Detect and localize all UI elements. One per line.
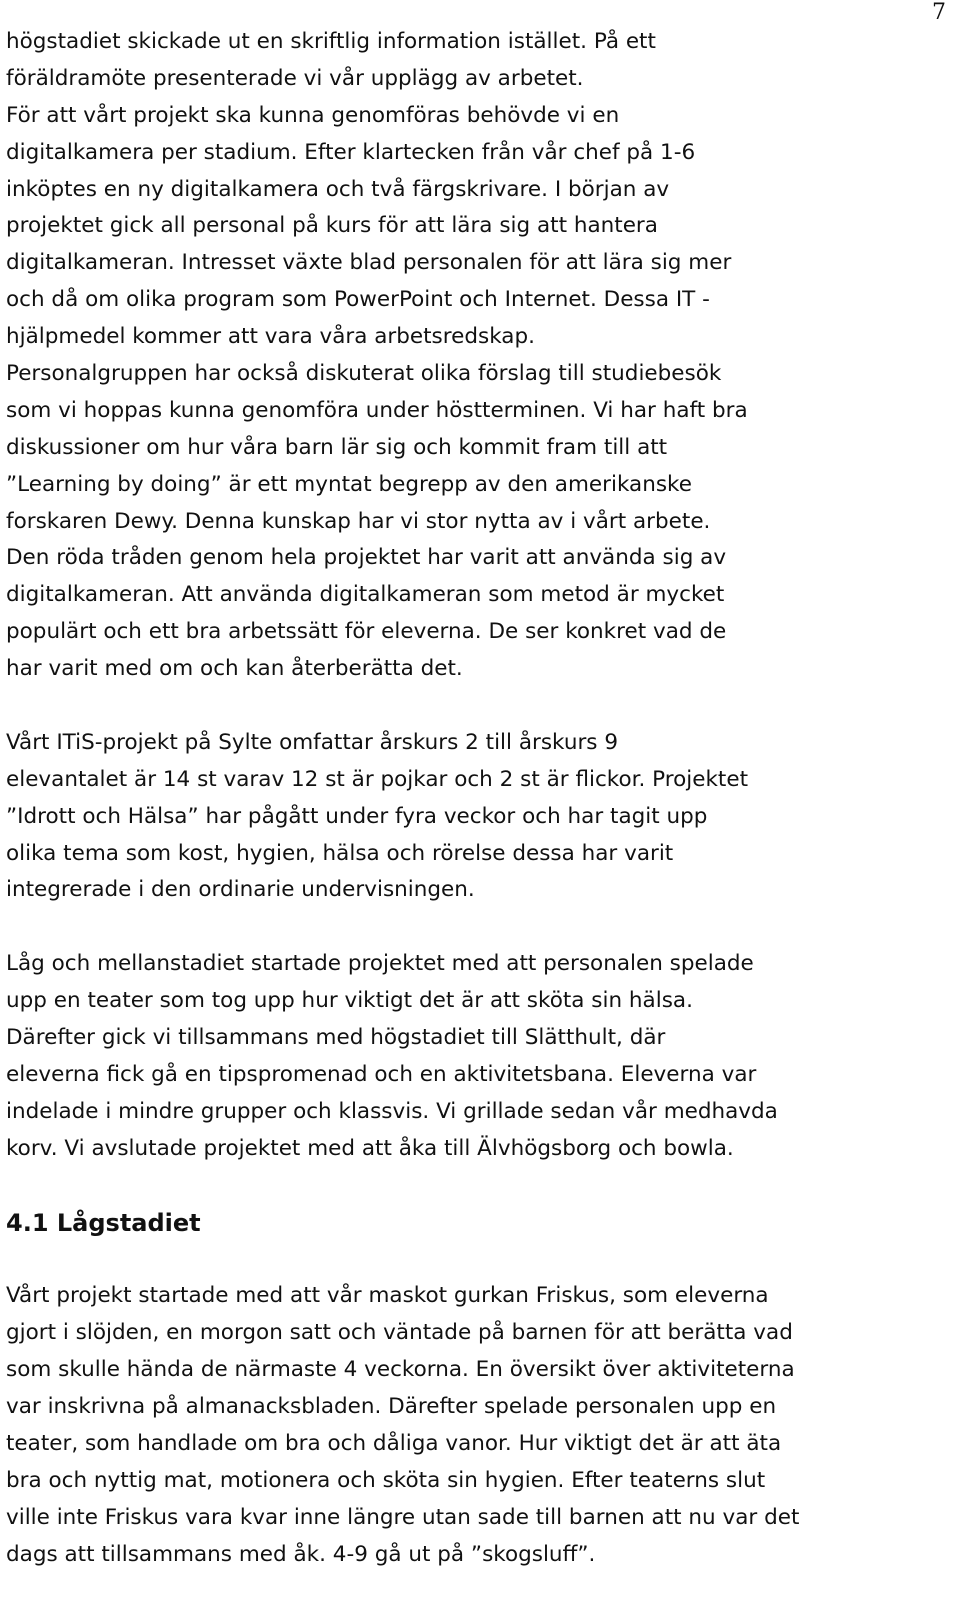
text-line: har varit med om och kan återberätta det. (6, 656, 463, 682)
text-line: som vi hoppas kunna genomföra under höstterminen. Vi har haft bra (6, 397, 748, 423)
paragraph (6, 24, 936, 688)
text-line: korv. Vi avslutade projektet med att åka till Älvhögsborg och bowla. (6, 1135, 734, 1161)
paragraph (6, 1278, 936, 1573)
paragraph (6, 946, 936, 1167)
text-line: gjort i slöjden, en morgon satt och väntade på barnen för att berätta vad (6, 1320, 793, 1346)
paragraph-spacer (6, 1241, 936, 1278)
text-line: eleverna fick gå en tipspromenad och en aktivitetsbana. Eleverna var (6, 1061, 757, 1087)
text-line: indelade i mindre grupper och klassvis. Vi grillade sedan vår medhavda (6, 1098, 778, 1124)
text-line: dags att tillsammans med åk. 4-9 gå ut på ”skogsluff”. (6, 1541, 596, 1567)
page-number: 7 (932, 0, 946, 25)
text-line: högstadiet skickade ut en skriftlig information istället. På ett (6, 29, 656, 54)
text-line: ”Idrott och Hälsa” har pågått under fyra veckor och har tagit upp (6, 803, 708, 829)
paragraph (6, 725, 936, 909)
text-line: och då om olika program som PowerPoint och Internet. Dessa IT - (6, 287, 710, 313)
text-line: hjälpmedel kommer att vara våra arbetsredskap. (6, 324, 535, 350)
text-line: Den röda tråden genom hela projektet har varit att använda sig av (6, 545, 727, 571)
text-line: populärt och ett bra arbetssätt för eleverna. De ser konkret vad de (6, 619, 727, 645)
text-line: olika tema som kost, hygien, hälsa och rörelse dessa har varit (6, 840, 674, 866)
text-line: digitalkamera per stadium. Efter klartecken från vår chef på 1-6 (6, 139, 696, 165)
text-line: Vårt ITiS-projekt på Sylte omfattar årskurs 2 till årskurs 9 (6, 729, 619, 755)
document-body (6, 24, 936, 1573)
section-heading: 4.1 Lågstadiet (6, 1208, 201, 1237)
text-line: Låg och mellanstadiet startade projektet med att personalen spelade (6, 951, 754, 977)
text-line: ”Learning by doing” är ett myntat begrepp av den amerikanske (6, 471, 692, 497)
text-line: För att vårt projekt ska kunna genomföras behövde vi en (6, 102, 620, 128)
text-line: föräldramöte presenterade vi vår upplägg av arbetet. (6, 65, 584, 91)
text-line: Därefter gick vi tillsammans med högstadiet till Slätthult, där (6, 1025, 666, 1051)
text-line: teater, som handlade om bra och dåliga vanor. Hur viktigt det är att äta (6, 1430, 782, 1456)
paragraph-spacer (6, 1168, 936, 1205)
text-line: som skulle hända de närmaste 4 veckorna. En översikt över aktiviteterna (6, 1357, 795, 1383)
text-line: forskaren Dewy. Denna kunskap har vi stor nytta av i vårt arbete. (6, 508, 711, 534)
text-line: diskussioner om hur våra barn lär sig och kommit fram till att (6, 434, 668, 460)
text-line: Vårt projekt startade med att vår maskot gurkan Friskus, som eleverna (6, 1283, 769, 1309)
paragraph-spacer (6, 909, 936, 946)
text-line: Personalgruppen har också diskuterat olika förslag till studiebesök (6, 361, 722, 387)
text-line: digitalkameran. Att använda digitalkameran som metod är mycket (6, 582, 725, 608)
text-line: digitalkameran. Intresset växte blad personalen för att lära sig mer (6, 250, 732, 276)
text-line: bra och nyttig mat, motionera och sköta sin hygien. Efter teaterns slut (6, 1467, 766, 1493)
text-line: elevantalet är 14 st varav 12 st är pojkar och 2 st är flickor. Projektet (6, 766, 749, 792)
text-line: integrerade i den ordinarie undervisningen. (6, 877, 475, 903)
text-line: inköptes en ny digitalkamera och två färgskrivare. I början av (6, 176, 670, 202)
text-line: var inskrivna på almanacksbladen. Därefter spelade personalen upp en (6, 1393, 777, 1419)
text-line: upp en teater som tog upp hur viktigt det är att sköta sin hälsa. (6, 988, 693, 1014)
text-line: projektet gick all personal på kurs för att lära sig att hantera (6, 213, 658, 239)
text-line: ville inte Friskus vara kvar inne längre utan sade till barnen att nu var det (6, 1504, 800, 1530)
paragraph-spacer (6, 688, 936, 725)
